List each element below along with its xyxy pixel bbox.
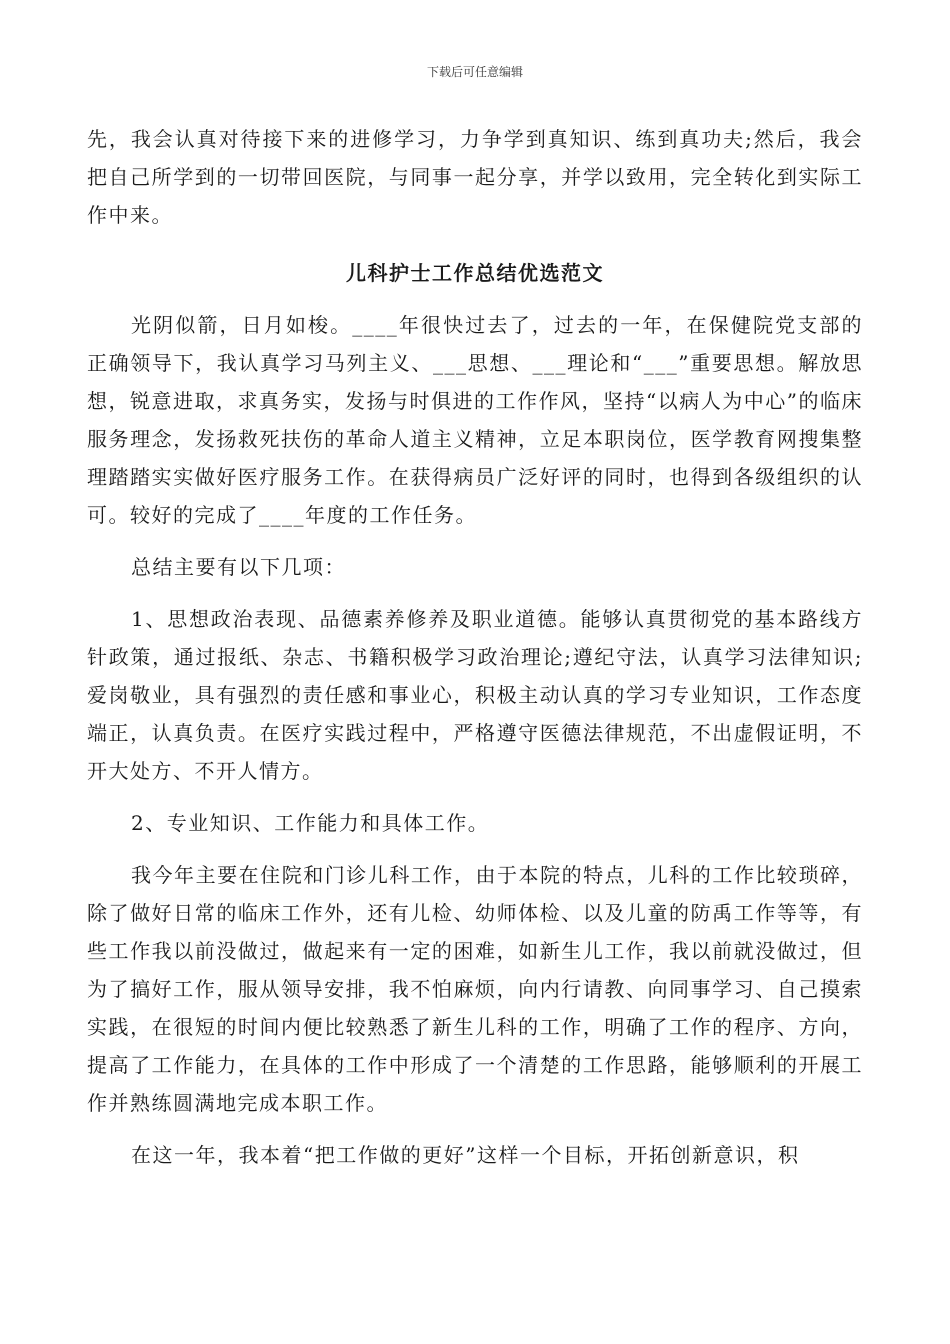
paragraph-work-detail: 我今年主要在住院和门诊儿科工作，由于本院的特点，儿科的工作比较琐碎，除了做好日常的临床工作外，还有儿检、幼师体检、以及儿童的防禹工作等等，有些工作我以前没做过，做起来有一定的困难，如新生儿工作，我以前就没做过，但为了搞好工作，服从领导安排，我不怕麻烦，向内行请教、向同事学习、自己摸索实践，在很短的时间内便比较熟悉了新生儿科的工作，明确了工作的程序、方向，提高了工作能力，在具体的工作中形成了一个清楚的工作思路，能够顺利的开展工作并熟练圆满地完成本职工作。 <box>87 863 863 1115</box>
paragraph-continues: 在这一年，我本着“把工作做的更好”这样一个目标，开拓创新意识，积 <box>131 1143 800 1167</box>
paragraph-item-1: 1、思想政治表现、品德素养修养及职业道德。能够认真贯彻党的基本路线方针政策，通过报纸、杂志、书籍积极学习政治理论;遵纪守法，认真学习法律知识;爱岗敬业，具有强烈的责任感和事业心，积极主动认真的学习专业知识，工作态度端正，认真负责。在医疗实践过程中，严格遵守医德法律规范，不出虚假证明，不开大处方、不开人情方。 <box>87 607 863 783</box>
document-body <box>87 120 863 1174</box>
paragraph-intro: 光阴似箭，日月如梭。____年很快过去了，过去的一年，在保健院党支部的正确领导下，我认真学习马列主义、___思想、___理论和“___”重要思想。解放思想，锐意进取，求真务实，发扬与时俱进的工作作风，坚持“以病人为中心”的临床服务理念，发扬救死扶伤的革命人道主义精神，立足本职岗位，医学教育网搜集整理踏踏实实做好医疗服务工作。在获得病员广泛好评的同时，也得到各级组织的认可。较好的完成了____年度的工作任务。 <box>87 313 863 527</box>
continuation-paragraph: 先，我会认真对待接下来的进修学习，力争学到真知识、练到真功夫;然后，我会把自己所学到的一切带回医院，与同事一起分享，并学以致用，完全转化到实际工作中来。 <box>87 127 863 227</box>
paragraph-item-2: 2、专业知识、工作能力和具体工作。 <box>131 811 490 835</box>
page-header: 下载后可任意编辑 <box>426 65 523 79</box>
document-title: 儿科护士工作总结优选范文 <box>346 261 604 285</box>
paragraph-summary-lead: 总结主要有以下几项： <box>131 555 346 579</box>
